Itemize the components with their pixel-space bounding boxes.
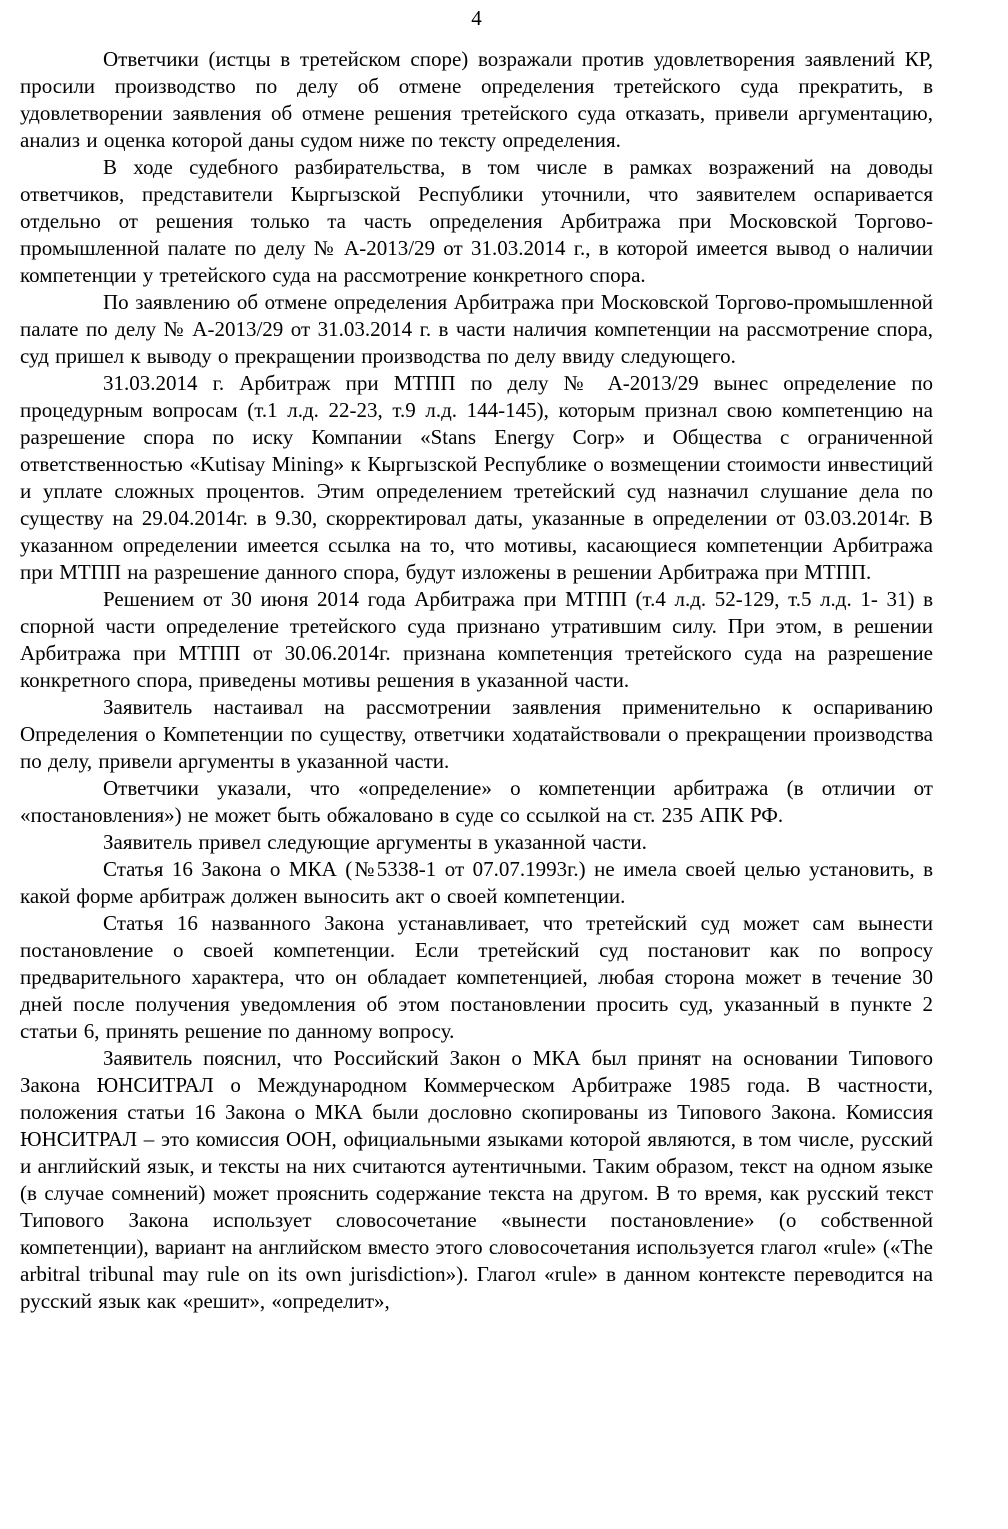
paragraph: 31.03.2014 г. Арбитраж при МТПП по делу № А-2013/29 вынес определение по процедурным вопросам (т.1 л.д. 22-23, т.9 л.д. 144-145), которым признал свою компетенцию на разрешение спора по иску Компании «Stans Energy Corp» и Общества с ограниченной ответственностью «Kutisay Mining» к Кыргызской Республике о возмещении стоимости инвестиций и уплате сложных процентов. Этим определением третейский суд назначил слушание дела по существу на 29.04.2014г. в 9.30, скорректировал даты, указанные в определении от 03.03.2014г. В указанном определении имеется ссылка на то, что мотивы, касающиеся компетенции Арбитража при МТПП на разрешение данного спора, будут изложены в решении Арбитража при МТПП. [20,371,933,584]
paragraph: Статья 16 названного Закона устанавливает, что третейский суд может сам вынести постановление о своей компетенции. Если третейский суд постановит как по вопросу предварительного характера, что он обладает компетенцией, любая сторона может в течение 30 дней после получения уведомления об этом постановлении просить суд, указанный в пункте 2 статьи 6, принять решение по данному вопросу. [20,911,933,1043]
paragraph: Заявитель пояснил, что Российский Закон о МКА был принят на основании Типового Закона ЮНСИТРАЛ о Международном Коммерческом Арбитраже 1985 года. В частности, положения статьи 16 Закона о МКА были дословно скопированы из Типового Закона. Комиссия ЮНСИТРАЛ – это комиссия ООН, официальными языками которой являются, в том числе, русский и английский язык, и тексты на них считаются аутентичными. Таким образом, текст на одном языке (в случае сомнений) может прояснить содержание текста на другом. В то время, как русский текст Типового Закона использует словосочетание «вынести постановление» (о собственной компетенции), вариант на английском вместо этого словосочетания используется глагол «rule» («The arbitral tribunal may rule on its own jurisdiction»). Глагол «rule» в данном контексте переводится на русский язык как «решит», «определит», [20,1046,933,1313]
paragraph: В ходе судебного разбирательства, в том числе в рамках возражений на доводы ответчиков, представители Кыргызской Республики уточнили, что заявителем оспаривается отдельно от решения только та часть определения Арбитража при Московской Торгово-промышленной палате по делу № А-2013/29 от 31.03.2014 г., в которой имеется вывод о наличии компетенции у третейского суда на рассмотрение конкретного спора. [20,155,933,287]
paragraph: Ответчики (истцы в третейском споре) возражали против удовлетворения заявлений КР, просили производство по делу об отмене определения третейского суда прекратить, в удовлетворении заявления об отмене решения третейского суда отказать, привели аргументацию, анализ и оценка которой даны судом ниже по тексту определения. [20,47,933,152]
document-body [20,46,933,1315]
paragraph: Ответчики указали, что «определение» о компетенции арбитража (в отличии от «постановления») не может быть обжаловано в суде со ссылкой на ст. 235 АПК РФ. [20,776,933,827]
paragraph: Статья 16 Закона о МКА (№5338-1 от 07.07.1993г.) не имела своей целью установить, в какой форме арбитраж должен выносить акт о своей компетенции. [20,857,933,908]
paragraph: Заявитель привел следующие аргументы в указанной части. [103,830,647,854]
paragraph: Заявитель настаивал на рассмотрении заявления применительно к оспариванию Определения о Компетенции по существу, ответчики ходатайствовали о прекращении производства по делу, привели аргументы в указанной части. [20,695,933,773]
paragraph: Решением от 30 июня 2014 года Арбитража при МТПП (т.4 л.д. 52-129, т.5 л.д. 1- 31) в спорной части определение третейского суда признано утратившим силу. При этом, в решении Арбитража при МТПП от 30.06.2014г. признана компетенция третейского суда на разрешение конкретного спора, приведены мотивы решения в указанной части. [20,587,933,692]
page-number: 4 [471,6,482,30]
paragraph: По заявлению об отмене определения Арбитража при Московской Торгово-промышленной палате по делу № А-2013/29 от 31.03.2014 г. в части наличия компетенции на рассмотрение спора, суд пришел к выводу о прекращении производства по делу ввиду следующего. [20,290,933,368]
